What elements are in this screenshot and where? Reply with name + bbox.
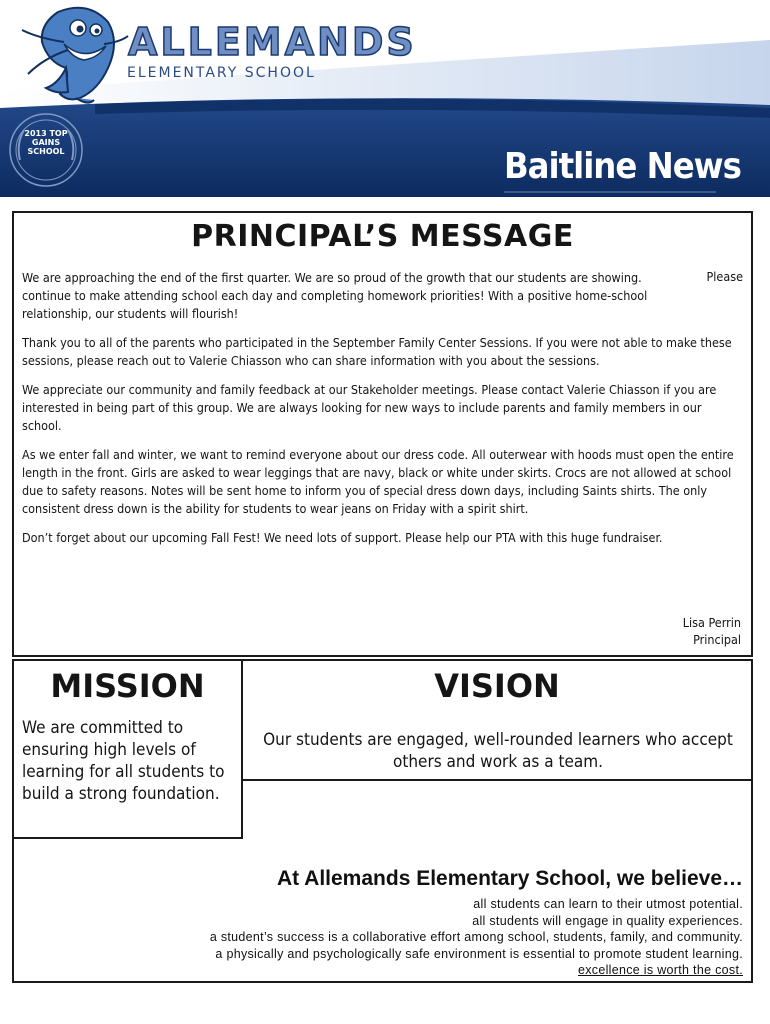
beliefs-section xyxy=(12,781,753,983)
vision-heading: VISION xyxy=(434,667,560,705)
principal-message-body xyxy=(22,269,744,558)
principal-paragraph-1: We are approaching the end of the first quarter. We are so proud of the growth that our students are showing. continue to make attending school each day and completing homework priorities! With a positive home-school relationship, our students will flourish! xyxy=(22,270,648,321)
mission-heading: MISSION xyxy=(50,667,205,705)
belief-item: all students will engage in quality experiences. xyxy=(472,913,743,928)
principal-paragraph-3: We appreciate our community and family feedback at our Stakeholder meetings. Please contact Valerie Chiasson if you are interested in being part of this group. We are always looking for new ways to include parents and family members in our school. xyxy=(22,382,717,433)
principal-message-heading: PRINCIPAL’S MESSAGE xyxy=(191,219,574,254)
signature-name: Lisa Perrin xyxy=(682,615,741,630)
newsletter-header xyxy=(0,0,770,200)
school-subtitle: ELEMENTARY SCHOOL xyxy=(127,65,316,81)
school-name: ALLEMANDS xyxy=(128,20,417,64)
signature-title: Principal xyxy=(693,632,741,647)
seal-lettering: 2013 TOP GAINS SCHOOL xyxy=(24,129,68,156)
principal-signature xyxy=(683,614,741,648)
principal-paragraph-5: Don’t forget about our upcoming Fall Fest! We need lots of support. Please help our PTA with this huge fundraiser. xyxy=(22,530,663,545)
principal-paragraph-1-tail: Please xyxy=(706,269,743,284)
belief-item: all students can learn to their utmost potential. xyxy=(473,897,743,911)
beliefs-list xyxy=(43,896,743,979)
belief-item: a student’s success is a collaborative effort among school, students, family, and community. xyxy=(209,930,743,944)
belief-item: excellence is worth the cost. xyxy=(577,963,743,977)
vision-statement: Our students are engaged, well-rounded learners who accept others and work as a team. xyxy=(263,730,733,772)
newsletter-title: Baitline News xyxy=(504,146,741,187)
mission-statement: We are committed to ensuring high levels of learning for all students to build a strong foundation. xyxy=(22,718,225,804)
principal-paragraph-4: As we enter fall and winter, we want to remind everyone about our dress code. All outerwear with hoods must open the entire length in the front. Girls are asked to wear leggings that are navy, black or white under skirts. Crocs are not allowed at school due to safety reasons. Notes will be sent home to inform you of special dress down days, including Saints shirts. The only consistent dress down is the ability for students to wear jeans on Friday with a spirit shirt. xyxy=(22,447,734,516)
beliefs-heading: At Allemands Elementary School, we believe… xyxy=(276,867,743,890)
belief-item: a physically and psychologically safe environment is essential to promote student learning. xyxy=(215,946,743,961)
principal-message-section xyxy=(12,211,753,657)
vision-section xyxy=(243,659,753,781)
principal-paragraph-2: Thank you to all of the parents who participated in the September Family Center Sessions. If you were not able to make these sessions, please reach out to Valerie Chiasson who can share information with you about the sessions. xyxy=(22,335,732,368)
